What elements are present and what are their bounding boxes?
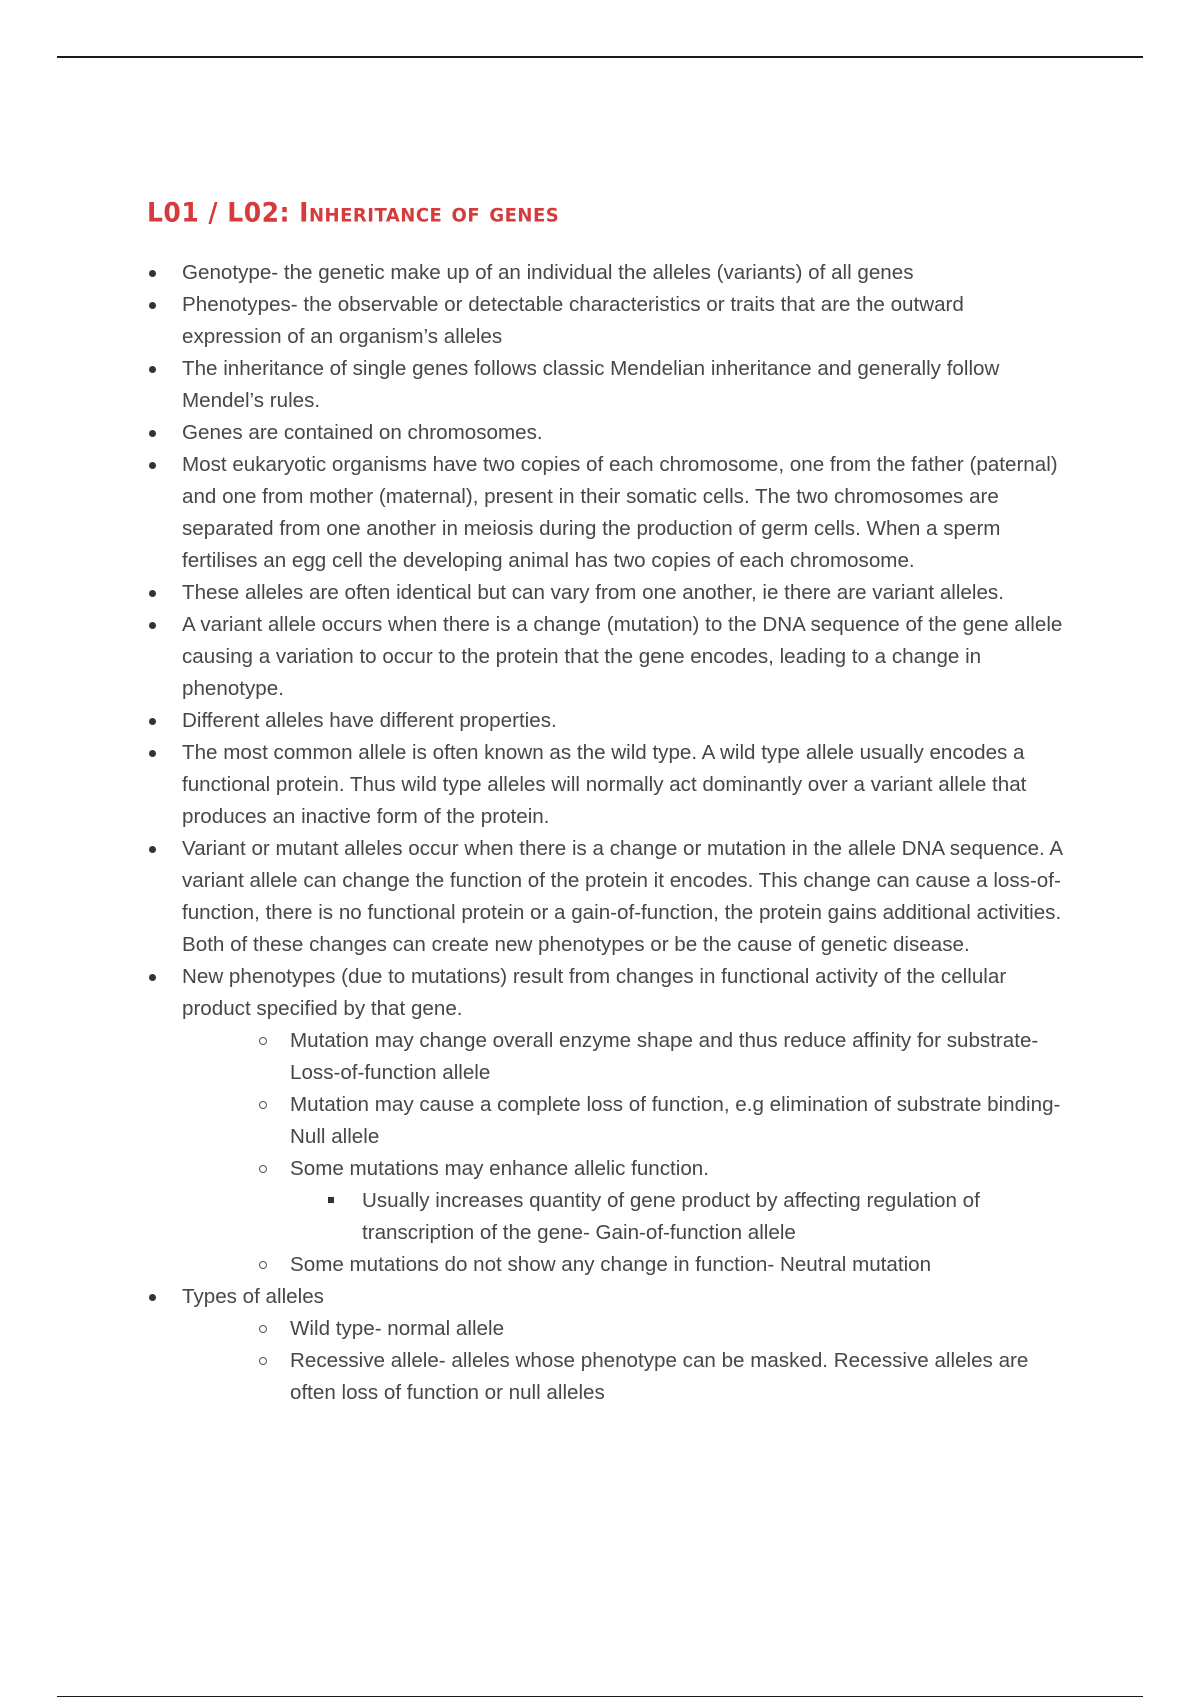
list-item-text: Different alleles have different properties. [182,709,557,732]
sublist-item-text: Recessive allele- alleles whose phenotype can be masked. Recessive alleles are often loss of function or null alleles [290,1349,1029,1404]
list-item [147,1281,1067,1409]
square-bullet-icon [328,1197,334,1203]
list-item-text: Most eukaryotic organisms have two copies of each chromosome, one from the father (paternal) and one from mother (maternal), present in their somatic cells. The two chromosomes are separated from one another in meiosis during the production of germ cells. When a sperm fertilises an egg cell the developing animal has two copies of each chromosome. [182,453,1058,572]
bullet-icon [149,430,156,437]
list-item [147,833,1067,961]
circle-bullet-icon [259,1037,267,1045]
list-item [147,705,1067,737]
list-item [147,289,1067,353]
circle-bullet-icon [259,1357,267,1365]
list-item [147,737,1067,833]
sublist-item-text: Some mutations do not show any change in function- Neutral mutation [290,1253,932,1276]
main-bullet-list [147,257,1067,1409]
bullet-icon [149,270,156,277]
circle-bullet-icon [259,1165,267,1173]
sublist-item [255,1249,1067,1281]
list-item [147,449,1067,577]
sublist-item [255,1153,1067,1249]
list-item [147,417,1067,449]
enhance-sublist [327,1185,1067,1249]
list-item [147,257,1067,289]
circle-bullet-icon [259,1101,267,1109]
sublist-item-text: Some mutations may enhance allelic function. [290,1157,709,1180]
bullet-icon [149,366,156,373]
sublist-item [255,1345,1067,1409]
list-item-text: A variant allele occurs when there is a change (mutation) to the DNA sequence of the gene allele causing a variation to occur to the protein that the gene encodes, leading to a change in phenotype. [182,613,1063,700]
footer-rule [57,1696,1143,1697]
sublist-item-text: Mutation may cause a complete loss of function, e.g elimination of substrate binding- Null allele [290,1093,1061,1148]
bullet-icon [149,750,156,757]
list-item [147,961,1067,1281]
list-item-text: These alleles are often identical but can vary from one another, ie there are variant alleles. [182,581,1004,604]
list-item [147,577,1067,609]
bullet-icon [149,622,156,629]
list-item [147,609,1067,705]
circle-bullet-icon [259,1261,267,1269]
list-item-text: The inheritance of single genes follows classic Mendelian inheritance and generally follow Mendel’s rules. [182,357,1000,412]
sublist-item [255,1089,1067,1153]
allele-types-sublist [255,1313,1067,1409]
bullet-icon [149,718,156,725]
sublist-item [255,1313,1067,1345]
list-item [147,353,1067,417]
sublist-item-text: Wild type- normal allele [290,1317,505,1340]
list-item-text: Phenotypes- the observable or detectable characteristics or traits that are the outward expression of an organism’s alleles [182,293,964,348]
sublist-item-text: Mutation may change overall enzyme shape and thus reduce affinity for substrate- Loss-of-function allele [290,1029,1039,1084]
bullet-icon [149,462,156,469]
bullet-icon [149,302,156,309]
bullet-icon [149,974,156,981]
header-rule [57,56,1143,58]
sublist-item [255,1025,1067,1089]
bullet-icon [149,590,156,597]
page-title: L01 / L02: Inheritance of genes [147,197,560,228]
bullet-icon [149,846,156,853]
sub-sublist-item-text: Usually increases quantity of gene product by affecting regulation of transcription of the gene- Gain-of-function allele [362,1189,980,1244]
circle-bullet-icon [259,1325,267,1333]
notes-body [147,257,1067,1409]
list-item-text: Types of alleles [182,1285,324,1308]
list-item-text: The most common allele is often known as the wild type. A wild type allele usually encodes a functional protein. Thus wild type alleles will normally act dominantly over a variant allele that produces an inactive form of the protein. [182,741,1027,828]
bullet-icon [149,1294,156,1301]
list-item-text: Genes are contained on chromosomes. [182,421,543,444]
sub-sublist-item [327,1185,1067,1249]
list-item-text: New phenotypes (due to mutations) result from changes in functional activity of the cellular product specified by that gene. [182,965,1007,1020]
list-item-text: Genotype- the genetic make up of an individual the alleles (variants) of all genes [182,261,914,284]
list-item-text: Variant or mutant alleles occur when there is a change or mutation in the allele DNA sequence. A variant allele can change the function of the protein it encodes. This change can cause a loss-of-function, there is no functional protein or a gain-of-function, the protein gains additional activities. Both of these changes can create new phenotypes or be the cause of genetic disease. [182,837,1062,956]
mutation-sublist [255,1025,1067,1281]
